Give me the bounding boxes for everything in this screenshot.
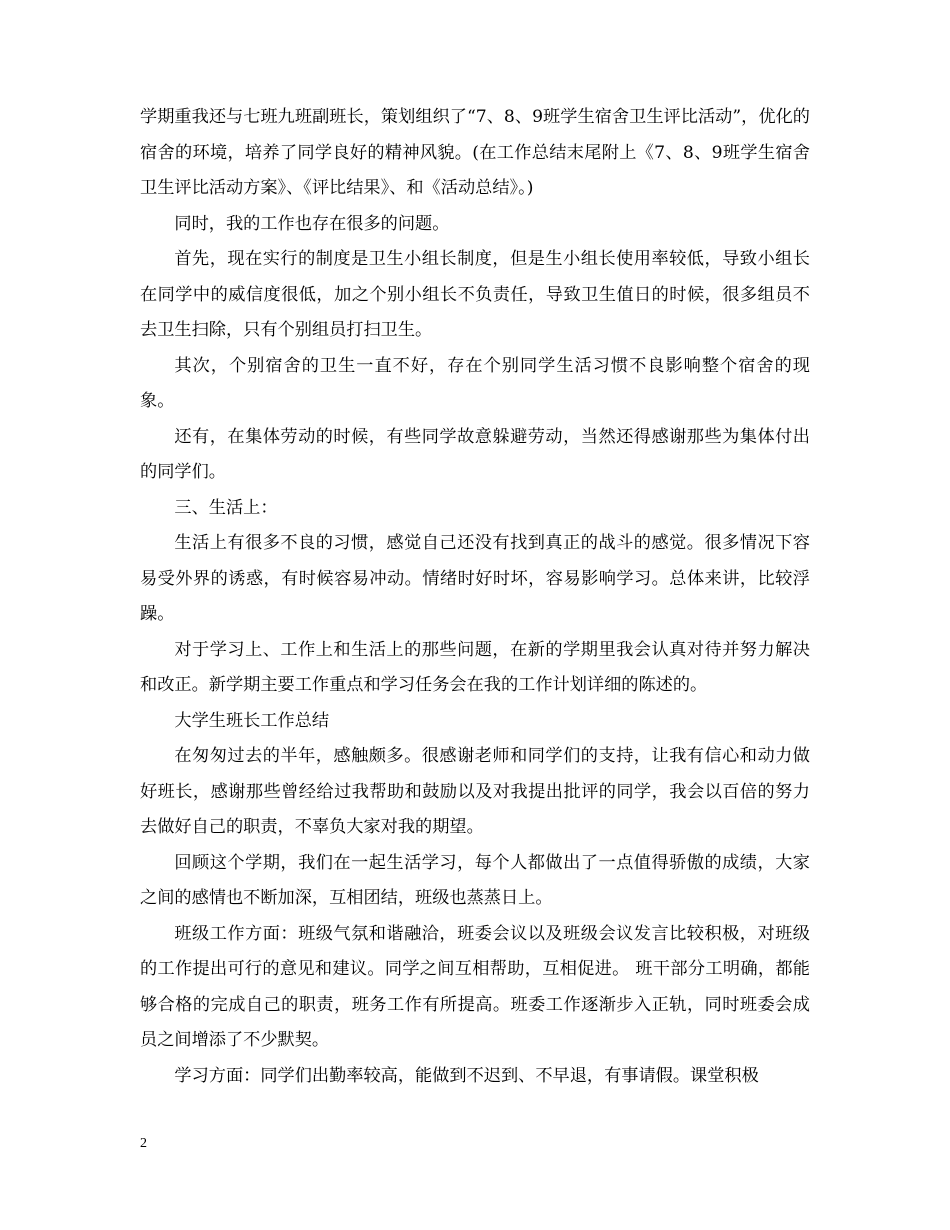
paragraph-continuation: 学期重我还与七班九班副班长，策划组织了“7、8、9班学生宿舍卫生评比活动”，优化的宿舍的环境，培养了同学良好的精神风貌。(在工作总结末尾附上《7、8、9班学生宿舍卫生评比活动方案》、《评比结果》、和《活动总结》。) [140,107,810,198]
paragraph: 在匆匆过去的半年，感触颇多。很感谢老师和同学们的支持，让我有信心和动力做好班长，感谢那些曾经给过我帮助和鼓励以及对我提出批评的同学，我会以百倍的努力去做好自己的职责，不辜负大家对我的期望。 [140,746,810,837]
document-body [140,100,810,1094]
paragraph: 对于学习上、工作上和生活上的那些问题，在新的学期里我会认真对待并努力解决和改正。新学期主要工作重点和学习任务会在我的工作计划详细的陈述的。 [140,639,810,695]
section-title: 大学生班长工作总结 [174,710,330,731]
paragraph: 同时，我的工作也存在很多的问题。 [174,213,450,234]
paragraph: 其次，个别宿舍的卫生一直不好，存在个别同学生活习惯不良影响整个宿舍的现象。 [140,355,810,411]
page-number: 2 [140,1136,147,1151]
paragraph: 生活上有很多不良的习惯，感觉自己还没有找到真正的战斗的感觉。很多情况下容易受外界的诱惑，有时候容易冲动。情绪时好时坏，容易影响学习。总体来讲，比较浮躁。 [140,533,810,624]
paragraph-cut-off: 学习方面：同学们出勤率较高，能做到不迟到、不早退，有事请假。课堂积极 [174,1065,759,1086]
paragraph: 还有，在集体劳动的时候，有些同学故意躲避劳动，当然还得感谢那些为集体付出的同学们。 [140,426,810,482]
paragraph: 首先，现在实行的制度是卫生小组长制度，但是生小组长使用率较低，导致小组长在同学中的威信度很低，加之个别小组长不负责任，导致卫生值日的时候，很多组员不去卫生扫除，只有个别组员打扫卫生。 [140,249,810,340]
paragraph: 回顾这个学期，我们在一起生活学习，每个人都做出了一点值得骄傲的成绩，大家之间的感情也不断加深，互相团结，班级也蒸蒸日上。 [140,852,810,908]
paragraph: 班级工作方面：班级气氛和谐融洽，班委会议以及班级会议发言比较积极，对班级的工作提出可行的意见和建议。同学之间互相帮助，互相促进。 班干部分工明确，都能够合格的完成自己的职责，班务工作有所提高。班委工作逐渐步入正轨，同时班委会成员之间增添了不少默契。 [140,923,810,1050]
section-heading: 三、生活上： [174,497,278,518]
